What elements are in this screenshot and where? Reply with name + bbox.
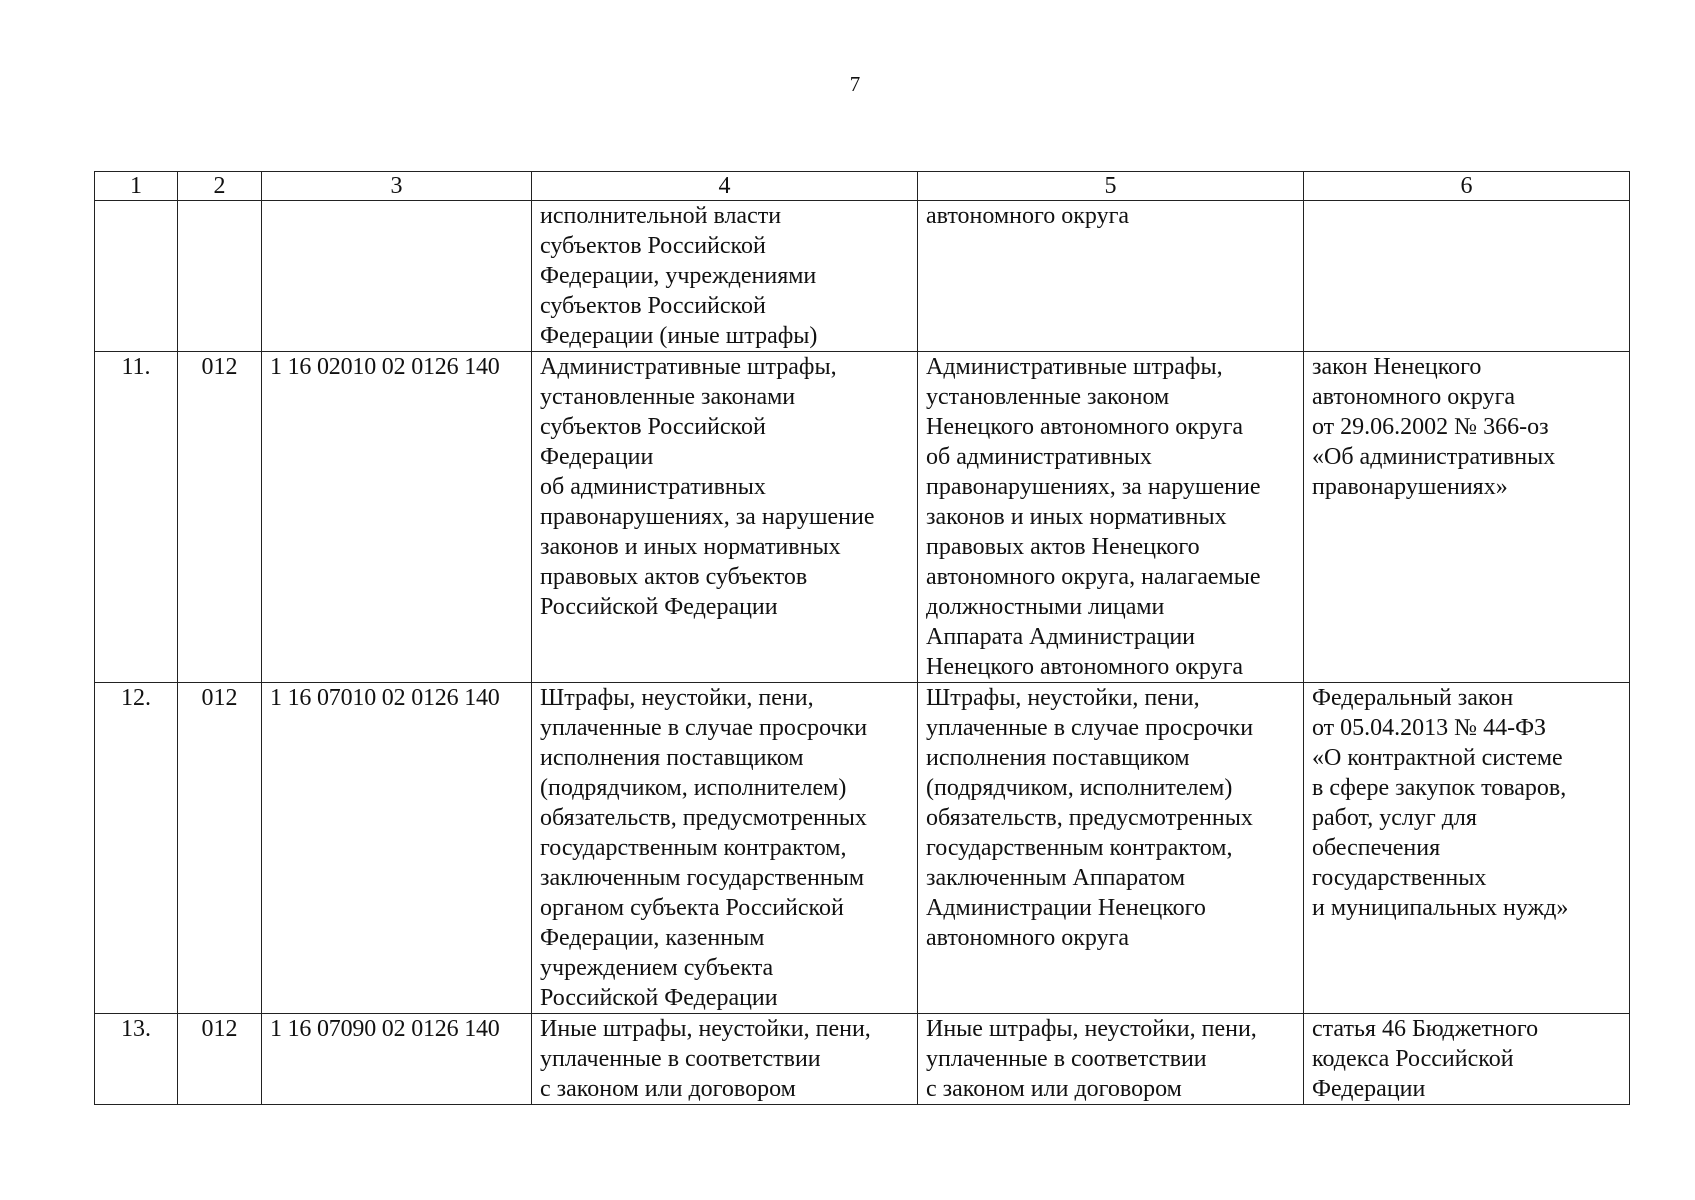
column-header-3: 3: [262, 172, 532, 201]
legal-basis-cell: статья 46 Бюджетного кодекса Российской Федерации: [1304, 1014, 1630, 1105]
row-number-cell: 11.: [95, 352, 178, 683]
legal-basis-cell: Федеральный закон от 05.04.2013 № 44-ФЗ «О контрактной системе в сфере закупок товаров, работ, услуг для обеспечения государственных и муниципальных нужд»: [1304, 683, 1630, 1014]
table-body: [95, 201, 1630, 1105]
revenue-name-cell: исполнительной власти субъектов Российской Федерации, учреждениями субъектов Российской Федерации (иные штрафы): [532, 201, 918, 352]
local-revenue-name-cell: автономного округа: [918, 201, 1304, 352]
table-row: [95, 683, 1630, 1014]
local-revenue-name-cell: Штрафы, неустойки, пени, уплаченные в случае просрочки исполнения поставщиком (подрядчиком, исполнителем) обязательств, предусмотренных государственным контрактом, заключенным Аппаратом Администрации Ненецкого автономного округа: [918, 683, 1304, 1014]
column-header-6: 6: [1304, 172, 1630, 201]
revenue-name-cell: Административные штрафы, установленные законами субъектов Российской Федерации об административных правонарушениях, за нарушение законов и иных нормативных правовых актов субъектов Российской Федерации: [532, 352, 918, 683]
header-row: [95, 172, 1630, 201]
local-revenue-name-cell: Иные штрафы, неустойки, пени, уплаченные в соответствии с законом или договором: [918, 1014, 1304, 1105]
budget-code-cell: 1 16 02010 02 0126 140: [262, 352, 532, 683]
admin-code-cell: 012: [178, 352, 262, 683]
table-header: [95, 172, 1630, 201]
revenue-name-cell: Штрафы, неустойки, пени, уплаченные в случае просрочки исполнения поставщиком (подрядчиком, исполнителем) обязательств, предусмотренных государственным контрактом, заключенным государственным органом субъекта Российской Федерации, казенным учреждением субъекта Российской Федерации: [532, 683, 918, 1014]
admin-code-cell: [178, 201, 262, 352]
admin-code-cell: 012: [178, 1014, 262, 1105]
column-header-2: 2: [178, 172, 262, 201]
budget-code-cell: 1 16 07090 02 0126 140: [262, 1014, 532, 1105]
row-number-cell: 13.: [95, 1014, 178, 1105]
revenue-name-cell: Иные штрафы, неустойки, пени, уплаченные в соответствии с законом или договором: [532, 1014, 918, 1105]
row-number-cell: 12.: [95, 683, 178, 1014]
admin-code-cell: 012: [178, 683, 262, 1014]
table-row: [95, 201, 1630, 352]
legal-basis-cell: [1304, 201, 1630, 352]
revenue-codes-table: [94, 171, 1630, 1105]
row-number-cell: [95, 201, 178, 352]
page-number: 7: [849, 72, 861, 96]
budget-code-cell: [262, 201, 532, 352]
budget-code-cell: 1 16 07010 02 0126 140: [262, 683, 532, 1014]
column-header-5: 5: [918, 172, 1304, 201]
table-row: [95, 1014, 1630, 1105]
legal-basis-cell: закон Ненецкого автономного округа от 29.06.2002 № 366-оз «Об административных правонарушениях»: [1304, 352, 1630, 683]
local-revenue-name-cell: Административные штрафы, установленные законом Ненецкого автономного округа об административных правонарушениях, за нарушение законов и иных нормативных правовых актов Ненецкого автономного округа, налагаемые должностными лицами Аппарата Администрации Ненецкого автономного округа: [918, 352, 1304, 683]
column-header-1: 1: [95, 172, 178, 201]
table-row: [95, 352, 1630, 683]
column-header-4: 4: [532, 172, 918, 201]
